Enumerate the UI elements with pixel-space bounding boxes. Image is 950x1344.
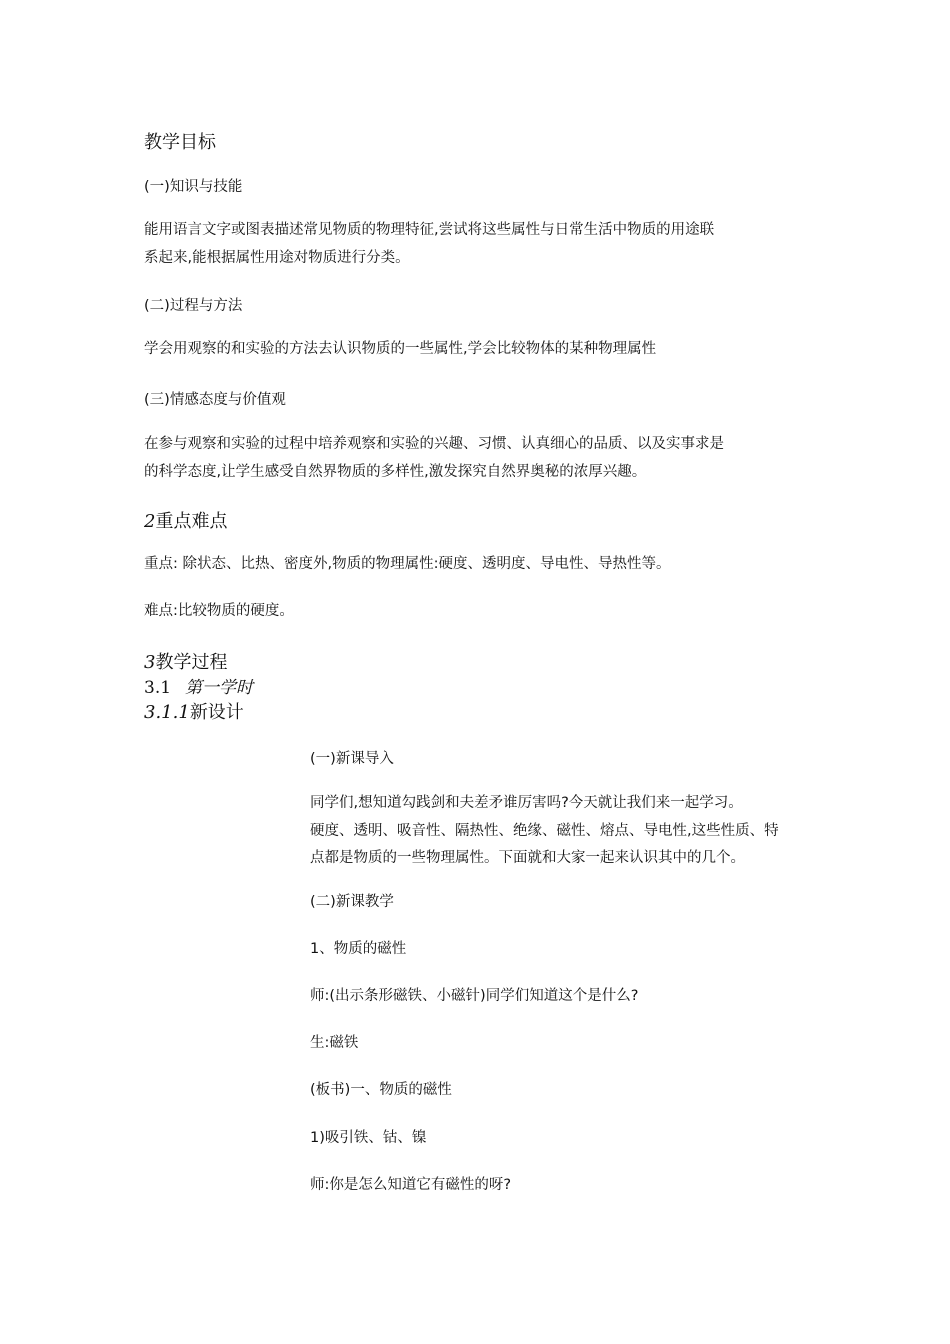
lesson-heading: [144, 673, 253, 698]
point-line: 1)吸引铁、钴、镍: [310, 1130, 427, 1146]
teacher-line: 师:(出示条形磁铁、小磁针)同学们知道这个是什么?: [310, 988, 639, 1004]
paragraph-line: 学会用观察的和实验的方法去认识物质的一些属性,学会比较物体的某种物理属性: [144, 341, 657, 357]
lesson-title: 第一学时: [185, 678, 254, 698]
design-title: 新设计: [189, 702, 244, 723]
design-number: 3.1.1: [144, 702, 190, 723]
section-title-text: 重点难点: [155, 511, 228, 532]
intro-title: (一)新课导入: [310, 751, 394, 767]
paragraph-line: 系起来,能根据属性用途对物质进行分类。: [144, 250, 410, 266]
subsection-title-attitude: (三)情感态度与价值观: [144, 392, 286, 408]
section-number: 2: [144, 511, 156, 532]
section-title-process: [144, 648, 227, 674]
section-title-text: 教学过程: [155, 652, 228, 673]
student-line: 生:磁铁: [310, 1035, 359, 1051]
teacher-line: 师:你是怎么知道它有磁性的呀?: [310, 1177, 512, 1193]
paragraph-line: 点都是物质的一些物理属性。下面就和大家一起来认识其中的几个。: [310, 850, 745, 866]
teaching-title: (二)新课教学: [310, 894, 394, 910]
section-title-objectives: 教学目标: [144, 132, 216, 153]
difficult-point-text: 难点:比较物质的硬度。: [144, 603, 294, 619]
section-title-key-points: [144, 507, 227, 533]
paragraph-line: 同学们,想知道勾践剑和夫差矛谁厉害吗?今天就让我们来一起学习。: [310, 795, 743, 811]
item-magnetism: 1、物质的磁性: [310, 941, 407, 957]
paragraph-line: 的科学态度,让学生感受自然界物质的多样性,激发探究自然界奥秘的浓厚兴趣。: [144, 464, 647, 480]
design-heading: [144, 698, 244, 724]
paragraph-line: 硬度、透明、吸音性、隔热性、绝缘、磁性、熔点、导电性,这些性质、特: [310, 823, 779, 839]
subsection-title-process: (二)过程与方法: [144, 298, 243, 314]
lesson-number: 3.1: [144, 678, 172, 698]
key-point-text: 重点: 除状态、比热、密度外,物质的物理属性:硬度、透明度、导电性、导热性等。: [144, 556, 671, 572]
subsection-title-knowledge: (一)知识与技能: [144, 179, 243, 195]
paragraph-line: 在参与观察和实验的过程中培养观察和实验的兴趣、习惯、认真细心的品质、以及实事求是: [144, 436, 724, 452]
paragraph-line: 能用语言文字或图表描述常见物质的物理特征,尝试将这些属性与日常生活中物质的用途联: [144, 222, 715, 238]
section-number: 3: [144, 652, 156, 673]
board-line: (板书)一、物质的磁性: [310, 1082, 452, 1098]
